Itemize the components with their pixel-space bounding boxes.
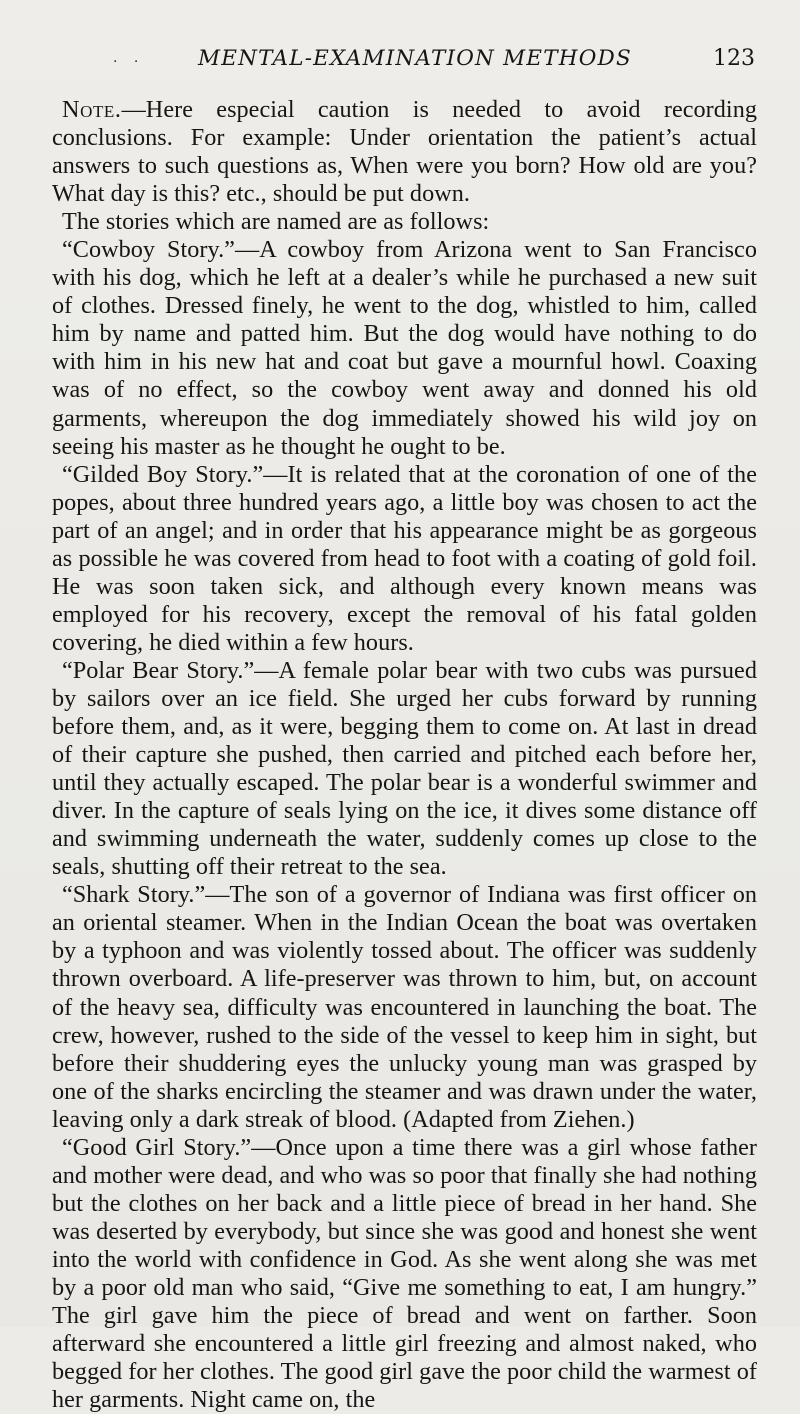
note-label: Note. (62, 96, 122, 123)
stories-intro: The stories which are named are as follows: (62, 208, 490, 236)
polar-bear-story-paragraph: “Polar Bear Story.”—A female polar bear with two cubs was pursued by sailors over an ice field. She urged her cubs forward by running before them, and, as it were, begging them to come on. At last in dread of their capture she pushed, then carried and pitched each before her, until they actually escaped. The polar bear is a wonderful swimmer and diver. In the capture of seals lying on the ice, it dives some distance off and swimming underneath the water, suddenly comes up close to the seals, shutting off their retreat to the sea. (52, 656, 757, 881)
note-paragraph (52, 96, 757, 208)
running-head (0, 46, 800, 86)
gilded-boy-story-paragraph: “Gilded Boy Story.”—It is related that at the coronation of one of the popes, about three hundred years ago, a little boy was chosen to act the part of an angel; and in order that his appearance might be as gorgeous as possible he was covered from head to foot with a coating of gold foil. He was soon taken sick, and although every known means was employed for his recovery, except the removal of his fatal golden covering, he died within a few hours. (52, 460, 757, 656)
header-marks: · · (113, 54, 145, 70)
body-text (52, 96, 757, 1414)
running-title: MENTAL-EXAMINATION METHODS (198, 46, 632, 71)
page-number: 123 (713, 46, 755, 71)
good-girl-story-paragraph: “Good Girl Story.”—Once upon a time there was a girl whose father and mother were dead, and who was so poor that finally she had nothing but the clothes on her back and a little piece of bread in her hand. She was deserted by everybody, but since she was good and honest she went into the world with confidence in God. As she went along she was met by a poor old man who said, “Give me something to eat, I am hungry.” The girl gave him the piece of bread and went on farther. Soon afterward she encountered a little girl freezing and almost naked, who begged for her clothes. The good girl gave the poor child the warmest of her garments. Night came on, the (52, 1133, 757, 1414)
cowboy-story-paragraph: “Cowboy Story.”—A cowboy from Arizona went to San Francisco with his dog, which he left at a dealer’s while he purchased a new suit of clothes. Dressed finely, he went to the dog, whistled to him, called him by name and patted him. But the dog would have nothing to do with him in his new hat and coat but gave a mournful howl. Coaxing was of no effect, so the cowboy went away and donned his old garments, whereupon the dog immediately showed his wild joy on seeing his master as he thought he ought to be. (52, 236, 757, 460)
shark-story-paragraph: “Shark Story.”—The son of a governor of Indiana was first officer on an oriental steamer. When in the Indian Ocean the boat was overtaken by a typhoon and was violently tossed about. The officer was suddenly thrown overboard. A life-preserver was thrown to him, but, on account of the heavy sea, difficulty was encountered in launching the boat. The crew, however, rushed to the side of the vessel to keep him in sight, but before their shuddering eyes the unlucky young man was grasped by one of the sharks encircling the steamer and was drawn under the water, leaving only a dark streak of blood. (Adapted from Ziehen.) (52, 881, 757, 1133)
note-text: —Here especial caution is needed to avoid recording conclusions. For example: Under orientation the patient’s actual answers to such questions as, When were you born? How old are you? What day is this? etc., should be put down. (52, 96, 757, 208)
